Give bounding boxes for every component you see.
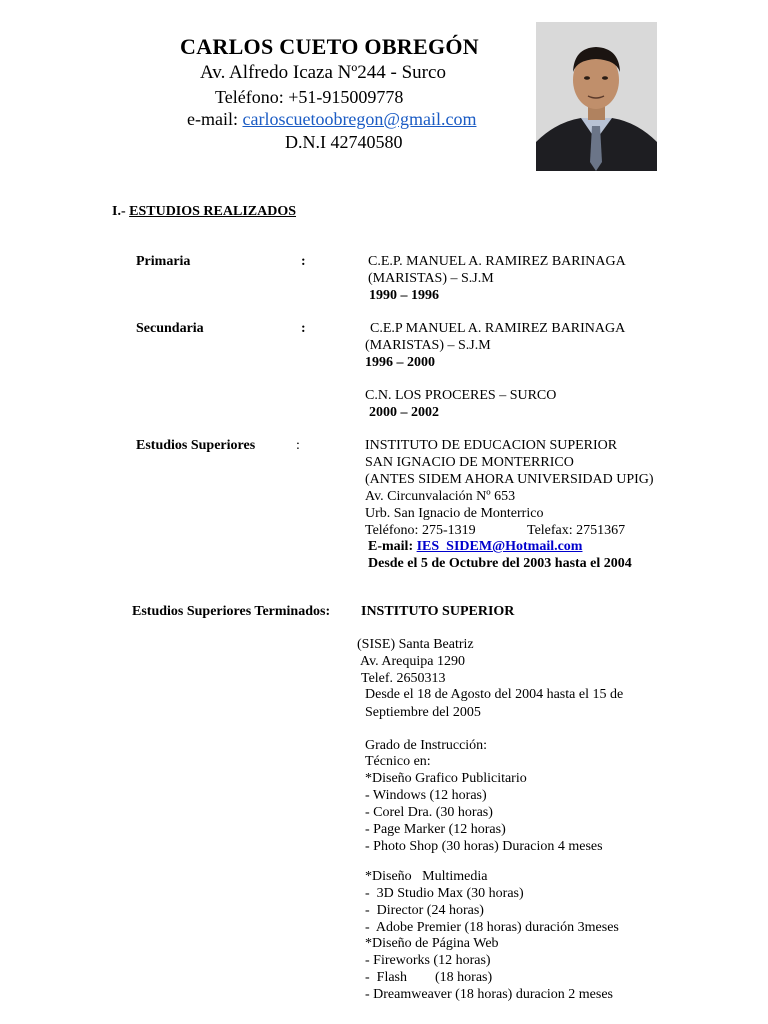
superiores-telefono: Teléfono: 275-1319 — [365, 523, 476, 538]
dni: D.N.I 42740580 — [285, 132, 403, 152]
secundaria-school-2: (MARISTAS) – S.J.M — [365, 338, 491, 353]
superiores-colon: : — [296, 438, 300, 453]
diseno-multimedia-heading: *Diseño Multimedia — [365, 869, 488, 884]
superiores-line: Av. Circunvalación Nº 653 — [365, 489, 516, 504]
superiores-line: (ANTES SIDEM AHORA UNIVERSIDAD UPIG) — [365, 472, 654, 487]
primaria-colon: : — [301, 254, 306, 269]
section-heading — [112, 204, 296, 221]
superiores-period: Desde el 5 de Octubre del 2003 hasta el 2004 — [368, 556, 632, 571]
terminados-line: (SISE) Santa Beatriz — [357, 637, 474, 652]
email-link[interactable]: carloscuetoobregon@gmail.com — [242, 109, 477, 129]
primaria-school: C.E.P. MANUEL A. RAMIREZ BARINAGA — [368, 254, 626, 269]
list-item: - Flash (18 horas) — [365, 970, 493, 985]
list-item: - Corel Dra. (30 horas) — [365, 805, 493, 820]
secundaria-school-b: C.N. LOS PROCERES – SURCO — [365, 388, 557, 403]
superiores-email-line — [368, 539, 582, 556]
email-line — [187, 109, 476, 130]
superiores-telefax: Telefax: 2751367 — [527, 523, 626, 538]
list-item: - Photo Shop (30 horas) Duracion 4 meses — [365, 839, 603, 854]
superiores-label: Estudios Superiores — [136, 438, 256, 453]
candidate-name: CARLOS CUETO OBREGÓN — [180, 34, 479, 59]
superiores-line: INSTITUTO DE EDUCACION SUPERIOR — [365, 438, 618, 453]
terminados-institute: INSTITUTO SUPERIOR — [361, 604, 515, 619]
superiores-email-label: E-mail: — [368, 539, 414, 554]
email-label: e-mail: — [187, 109, 238, 129]
address: Av. Alfredo Icaza Nº244 - Surco — [200, 62, 446, 83]
primaria-years: 1990 – 1996 — [369, 288, 439, 303]
list-item: - Dreamweaver (18 horas) duracion 2 meses — [365, 987, 614, 1002]
list-item: - Windows (12 horas) — [365, 788, 487, 803]
list-item: - Adobe Premier (18 horas) duración 3meses — [365, 920, 619, 935]
terminados-line: Av. Arequipa 1290 — [360, 654, 465, 669]
grado-instruccion: Grado de Instrucción: — [365, 738, 488, 753]
tecnico-en: Técnico en: — [365, 754, 431, 769]
terminados-line: Desde el 18 de Agosto del 2004 hasta el 15 de — [365, 687, 624, 702]
secundaria-colon: : — [301, 321, 306, 336]
section-number: I.- — [112, 204, 126, 219]
diseno-grafico-heading: *Diseño Grafico Publicitario — [365, 771, 527, 786]
section-title: ESTUDIOS REALIZADOS — [129, 204, 297, 219]
terminados-label: Estudios Superiores Terminados: — [132, 604, 331, 619]
superiores-line: SAN IGNACIO DE MONTERRICO — [365, 455, 574, 470]
secundaria-years: 1996 – 2000 — [365, 355, 435, 370]
superiores-email-link[interactable]: IES_SIDEM@Hotmail.com — [416, 539, 583, 554]
secundaria-label: Secundaria — [136, 321, 204, 336]
list-item: - Fireworks (12 horas) — [365, 953, 491, 968]
list-item: - Director (24 horas) — [365, 903, 484, 918]
phone: Teléfono: +51-915009778 — [215, 87, 404, 107]
primaria-label: Primaria — [136, 254, 191, 269]
terminados-line: Telef. 2650313 — [361, 671, 446, 686]
secundaria-school: C.E.P MANUEL A. RAMIREZ BARINAGA — [370, 321, 626, 336]
diseno-web-heading: *Diseño de Página Web — [365, 936, 499, 951]
list-item: - 3D Studio Max (30 horas) — [365, 886, 524, 901]
list-item: - Page Marker (12 horas) — [365, 822, 506, 837]
terminados-line: Septiembre del 2005 — [365, 705, 481, 720]
secundaria-years-b: 2000 – 2002 — [369, 405, 439, 420]
profile-photo — [536, 22, 657, 171]
superiores-line: Urb. San Ignacio de Monterrico — [365, 506, 544, 521]
primaria-school-2: (MARISTAS) – S.J.M — [368, 271, 494, 286]
